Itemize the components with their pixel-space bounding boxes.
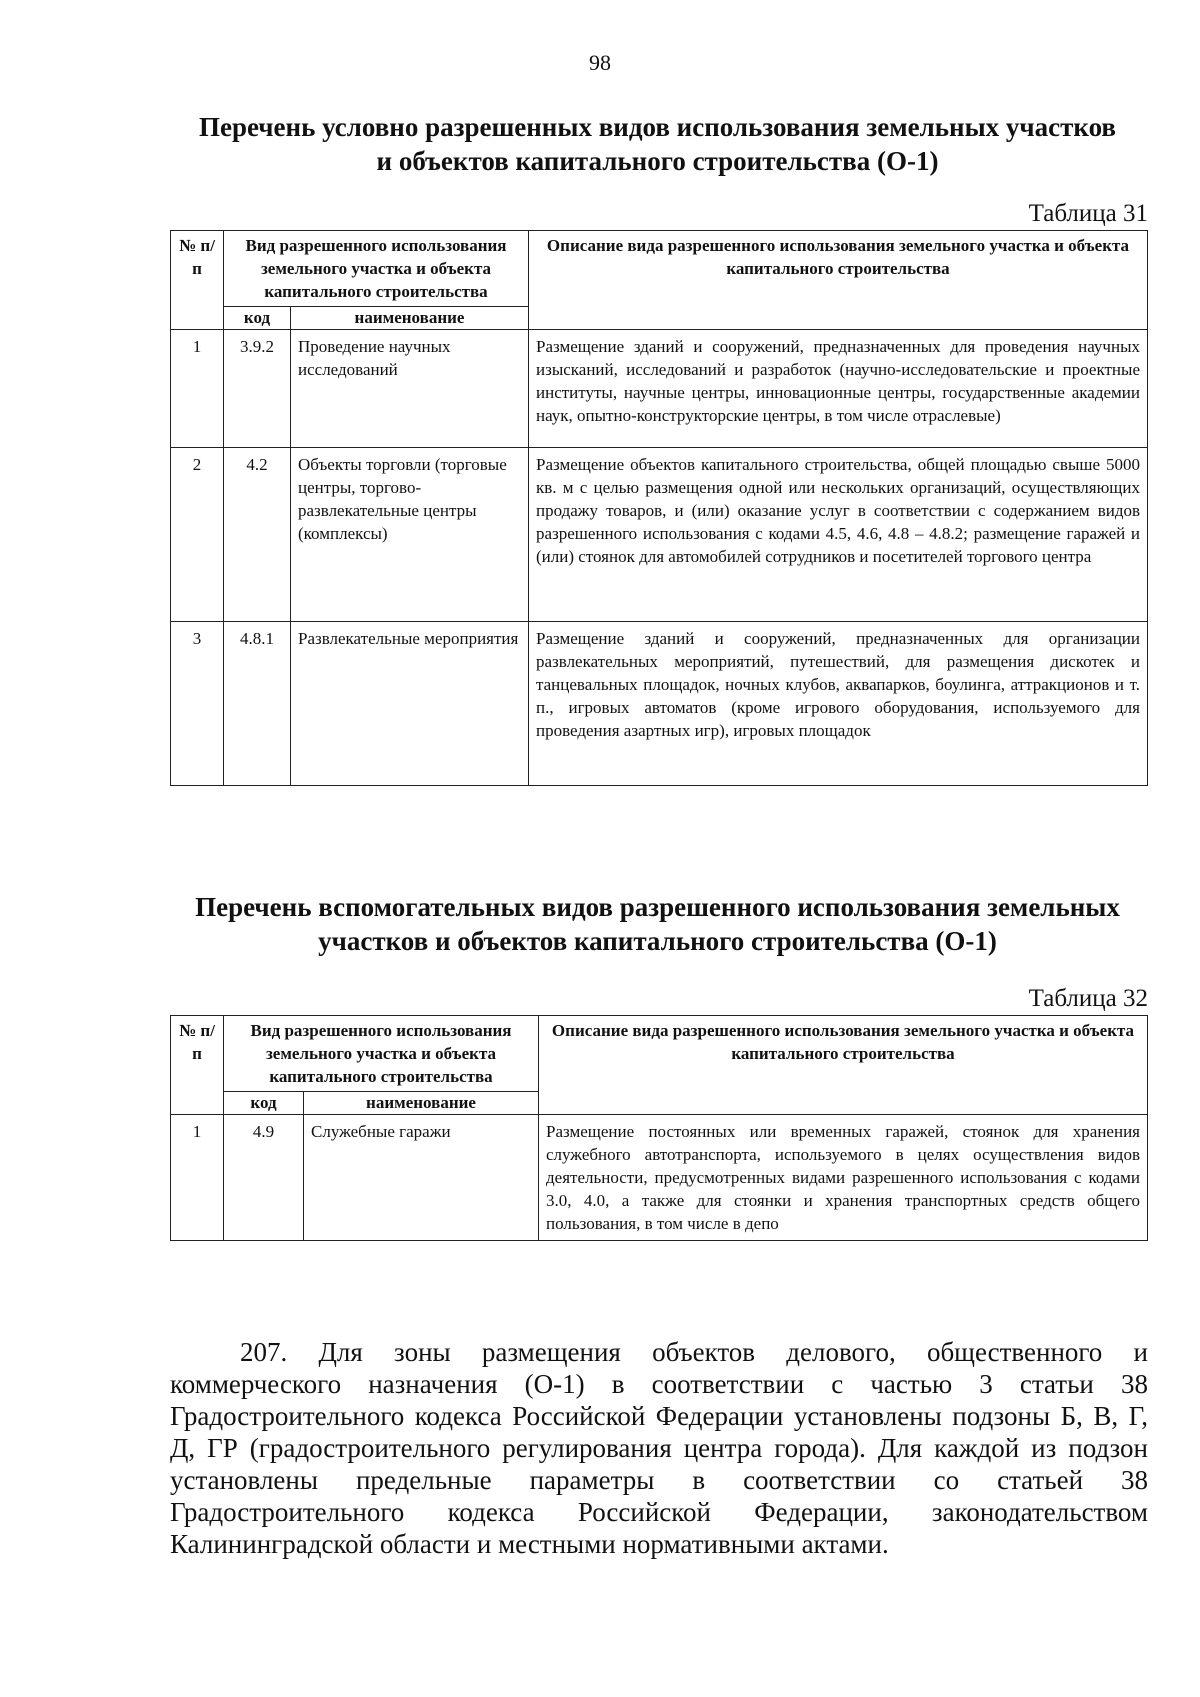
row-code: 4.9	[224, 1115, 304, 1241]
row-num: 2	[171, 448, 224, 622]
row-name: Служебные гаражи	[304, 1115, 539, 1241]
table-31-caption: Таблица 31	[1028, 200, 1148, 227]
body-paragraph: 207. Для зоны размещения объектов делового, общественного и коммерческого назначения (О-1) в соответствии с частью 3 статьи 38 Градостроительного кодекса Российской Федерации установлены подзоны Б, В, Г, Д, ГР (градостроительного регулирования центра города). Для каждой из подзон установлены предельные параметры в соответствии со статьей 38 Градостроительного кодекса Российской Федерации, законодательством Калининградской области и местными нормативными актами.	[170, 1337, 1148, 1559]
table-31	[170, 230, 1148, 786]
row-code: 4.8.1	[224, 622, 291, 786]
row-description: Размещение постоянных или временных гаражей, стоянок для хранения служебного автотранспорта, используемого в целях осуществления видов деятельности, предусмотренных видами разрешенного использования с кодами 3.0, 4.0, а также для стоянки и хранения транспортных средств общего пользования, в том числе в депо	[539, 1115, 1148, 1241]
header-group: Вид разрешенного использования земельного участка и объекта капитального строительства	[224, 231, 529, 307]
row-num: 3	[171, 622, 224, 786]
table-row	[171, 622, 1148, 786]
section-1-title-line: Перечень условно разрешенных видов использования земельных участков	[198, 112, 1116, 142]
table-32-caption: Таблица 32	[1028, 985, 1148, 1012]
row-description: Размещение зданий и сооружений, предназначенных для проведения научных изысканий, исследований и разработок (научно-исследовательские и проектные институты, научные центры, инновационные центры, государственные академии наук, опытно-конструкторские центры, в том числе отраслевые)	[529, 330, 1148, 448]
header-name: наименование	[304, 1092, 539, 1115]
page-number: 98	[589, 50, 611, 75]
row-name: Проведение научных исследований	[291, 330, 529, 448]
table-row	[171, 1115, 1148, 1241]
row-description: Размещение объектов капитального строительства, общей площадью свыше 5000 кв. м с целью размещения одной или нескольких организаций, осуществляющих продажу товаров, и (или) оказание услуг в соответствии с содержанием видов разрешенного использования с кодами 4.5, 4.6, 4.8 – 4.8.2; размещение гаражей и (или) стоянок для автомобилей сотрудников и посетителей торгового центра	[529, 448, 1148, 622]
section-1-title	[170, 110, 1145, 178]
section-2-title-line: Перечень вспомогательных видов разрешенного использования земельных	[195, 892, 1120, 922]
row-num: 1	[171, 330, 224, 448]
section-2-title	[170, 890, 1145, 958]
header-num: № п/п	[171, 231, 224, 330]
section-1-title-line: и объектов капитального строительства (О-1)	[376, 146, 939, 176]
header-description: Описание вида разрешенного использования земельного участка и объекта капитального строительства	[529, 231, 1148, 330]
table-row	[171, 448, 1148, 622]
row-code: 3.9.2	[224, 330, 291, 448]
row-description: Размещение зданий и сооружений, предназначенных для организации развлекательных мероприятий, путешествий, для размещения дискотек и танцевальных площадок, ночных клубов, аквапарков, боулинга, аттракционов и т. п., игровых автоматов (кроме игрового оборудования, используемого для проведения азартных игр), игровых площадок	[529, 622, 1148, 786]
row-name: Объекты торговли (торговые центры, торгово-развлекательные центры (комплексы)	[291, 448, 529, 622]
header-description: Описание вида разрешенного использования земельного участка и объекта капитального строительства	[539, 1016, 1148, 1115]
header-name: наименование	[291, 307, 529, 330]
row-name: Развлекательные мероприятия	[291, 622, 529, 786]
table-row	[171, 330, 1148, 448]
table-32	[170, 1015, 1148, 1241]
section-2-title-line: участков и объектов капитального строительства (О-1)	[318, 926, 997, 956]
header-code: код	[224, 307, 291, 330]
header-group: Вид разрешенного использования земельного участка и объекта капитального строительства	[224, 1016, 539, 1092]
header-code: код	[224, 1092, 304, 1115]
row-num: 1	[171, 1115, 224, 1241]
row-code: 4.2	[224, 448, 291, 622]
header-num: № п/п	[171, 1016, 224, 1115]
